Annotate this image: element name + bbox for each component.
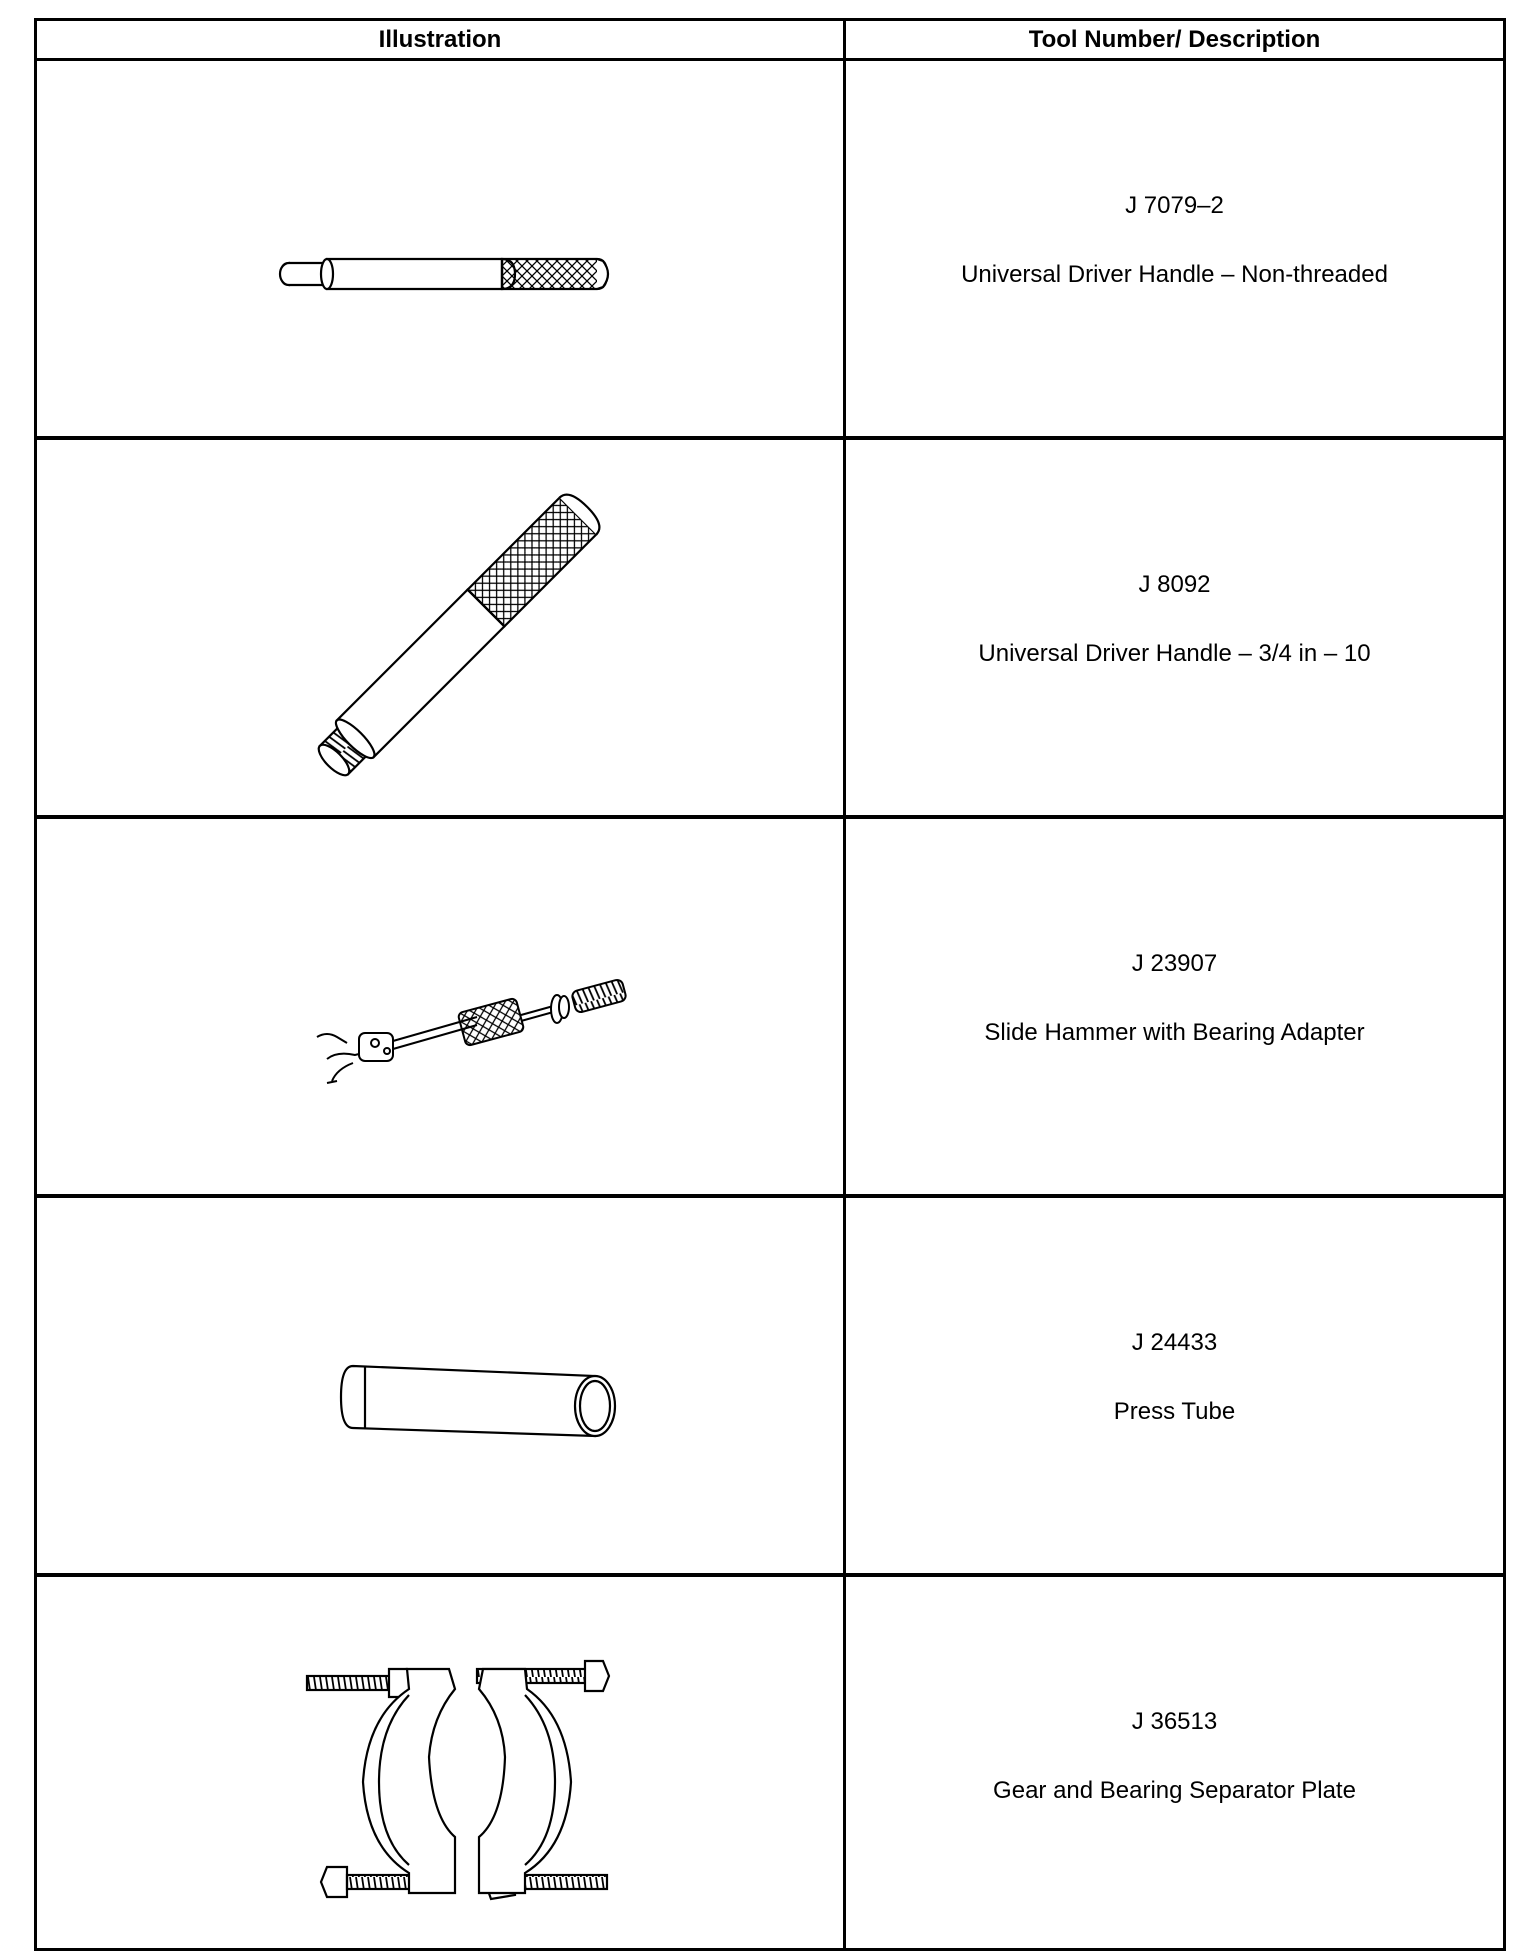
tool-cell bbox=[846, 1198, 1503, 1573]
table-row bbox=[37, 1198, 1503, 1577]
tool-description: Press Tube bbox=[1113, 1398, 1236, 1425]
tool-description: Gear and Bearing Separator Plate bbox=[993, 1777, 1356, 1804]
press-tube-icon bbox=[37, 1198, 843, 1573]
table-row bbox=[37, 1577, 1503, 1956]
tool-cell bbox=[846, 440, 1503, 815]
illustration-column-header: Illustration bbox=[378, 26, 502, 53]
illustration-cell bbox=[37, 1198, 843, 1573]
slide-hammer-icon bbox=[37, 819, 843, 1194]
table-row bbox=[37, 440, 1503, 819]
illustration-cell bbox=[37, 1577, 843, 1956]
illustration-cell bbox=[37, 440, 843, 815]
illustration-cell bbox=[37, 61, 843, 436]
tool-number: J 8092 bbox=[1138, 571, 1211, 598]
tool-number: J 24433 bbox=[1131, 1329, 1218, 1356]
tool-column-header: Tool Number/ Description bbox=[1028, 26, 1321, 53]
tool-number: J 7079–2 bbox=[1125, 192, 1224, 219]
table-header-row bbox=[37, 21, 1503, 61]
tool-number: J 23907 bbox=[1131, 950, 1218, 977]
tool-number: J 36513 bbox=[1131, 1708, 1218, 1735]
illustration-cell bbox=[37, 819, 843, 1194]
table-row bbox=[37, 819, 1503, 1198]
tool-cell bbox=[846, 819, 1503, 1194]
driver-handle-threaded-icon bbox=[37, 440, 843, 815]
special-tools-table bbox=[34, 18, 1506, 1951]
tool-description: Universal Driver Handle – 3/4 in – 10 bbox=[978, 640, 1371, 667]
table-row bbox=[37, 61, 1503, 440]
tool-description: Slide Hammer with Bearing Adapter bbox=[984, 1019, 1365, 1046]
driver-handle-non-threaded-icon bbox=[37, 61, 843, 436]
tool-cell bbox=[846, 1577, 1503, 1956]
tool-cell bbox=[846, 61, 1503, 436]
separator-plate-icon bbox=[37, 1577, 843, 1952]
tool-description: Universal Driver Handle – Non-threaded bbox=[961, 261, 1388, 288]
